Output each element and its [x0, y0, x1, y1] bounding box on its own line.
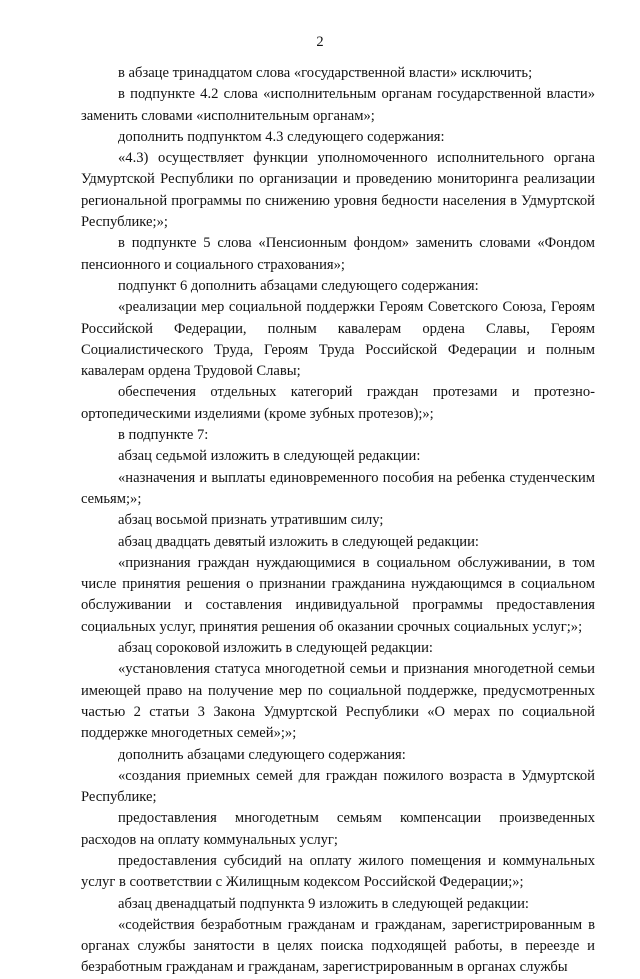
paragraph: «4.3) осуществляет функции уполномоченного исполнительного органа Удмуртской Республики по организации и проведению мониторинга реализации региональной программы по снижению уровня бедности населения в Удмуртской Республике;»; [81, 150, 595, 231]
paragraph: абзац двадцать девятый изложить в следующей редакции: [118, 533, 479, 550]
document-body [81, 63, 595, 979]
paragraph: в подпункте 7: [118, 427, 209, 444]
paragraph: предоставления многодетным семьям компенсации произведенных расходов на оплату коммунальных услуг; [81, 810, 595, 848]
paragraph: дополнить подпунктом 4.3 следующего содержания: [118, 128, 445, 145]
paragraph: абзац восьмой признать утратившим силу; [118, 512, 384, 529]
paragraph: абзац седьмой изложить в следующей редакции: [118, 448, 421, 465]
paragraph: «содействия безработным гражданам и гражданам, зарегистрированным в органах службы занятости в целях поиска подходящей работы, в переезде и безработным гражданам и гражданам, зарегистрированным в органах службы [81, 916, 595, 976]
paragraph: обеспечения отдельных категорий граждан протезами и протезно-ортопедическими изделиями (кроме зубных протезов);»; [81, 384, 595, 422]
paragraph: в подпункте 5 слова «Пенсионным фондом» заменить словами «Фондом пенсионного и социального страхования»; [81, 235, 595, 273]
paragraph: абзац сороковой изложить в следующей редакции: [118, 640, 433, 657]
paragraph: «установления статуса многодетной семьи и признания многодетной семьи имеющей право на получение мер по социальной поддержке, предусмотренных частью 2 статьи 3 Закона Удмуртской Республики «О мерах по социальной поддержке многодетных семей»;»; [81, 661, 595, 742]
paragraph: абзац двенадцатый подпункта 9 изложить в следующей редакции: [118, 895, 529, 912]
paragraph: в подпункте 4.2 слова «исполнительным органам государственной власти» заменить словами «исполнительным органам»; [81, 86, 595, 124]
paragraph: «реализации мер социальной поддержки Героям Советского Союза, Героям Российской Федерации, полным кавалерам ордена Славы, Героям Социалистического Труда, Героям Труда Российской Федерации и полным кавалерам ордена Трудовой Славы; [81, 299, 595, 380]
paragraph: дополнить абзацами следующего содержания: [118, 746, 406, 763]
paragraph: «назначения и выплаты единовременного пособия на ребенка студенческим семьям;»; [81, 469, 595, 507]
paragraph: «признания граждан нуждающимися в социальном обслуживании, в том числе принятия решения о признании гражданина нуждающимся в социальном обслуживании и составления индивидуальной программы предоставления социальных услуг, принятия решения об оказании срочных социальных услуг;»; [81, 554, 595, 635]
paragraph: подпункт 6 дополнить абзацами следующего содержания: [118, 277, 479, 294]
paragraph: «создания приемных семей для граждан пожилого возраста в Удмуртской Республике; [81, 767, 595, 806]
paragraph: предоставления субсидий на оплату жилого помещения и коммунальных услуг в соответствии с Жилищным кодексом Российской Федерации;»; [81, 852, 595, 891]
paragraph: в абзаце тринадцатом слова «государственной власти» исключить; [118, 65, 533, 81]
page-number: 2 [316, 34, 324, 50]
